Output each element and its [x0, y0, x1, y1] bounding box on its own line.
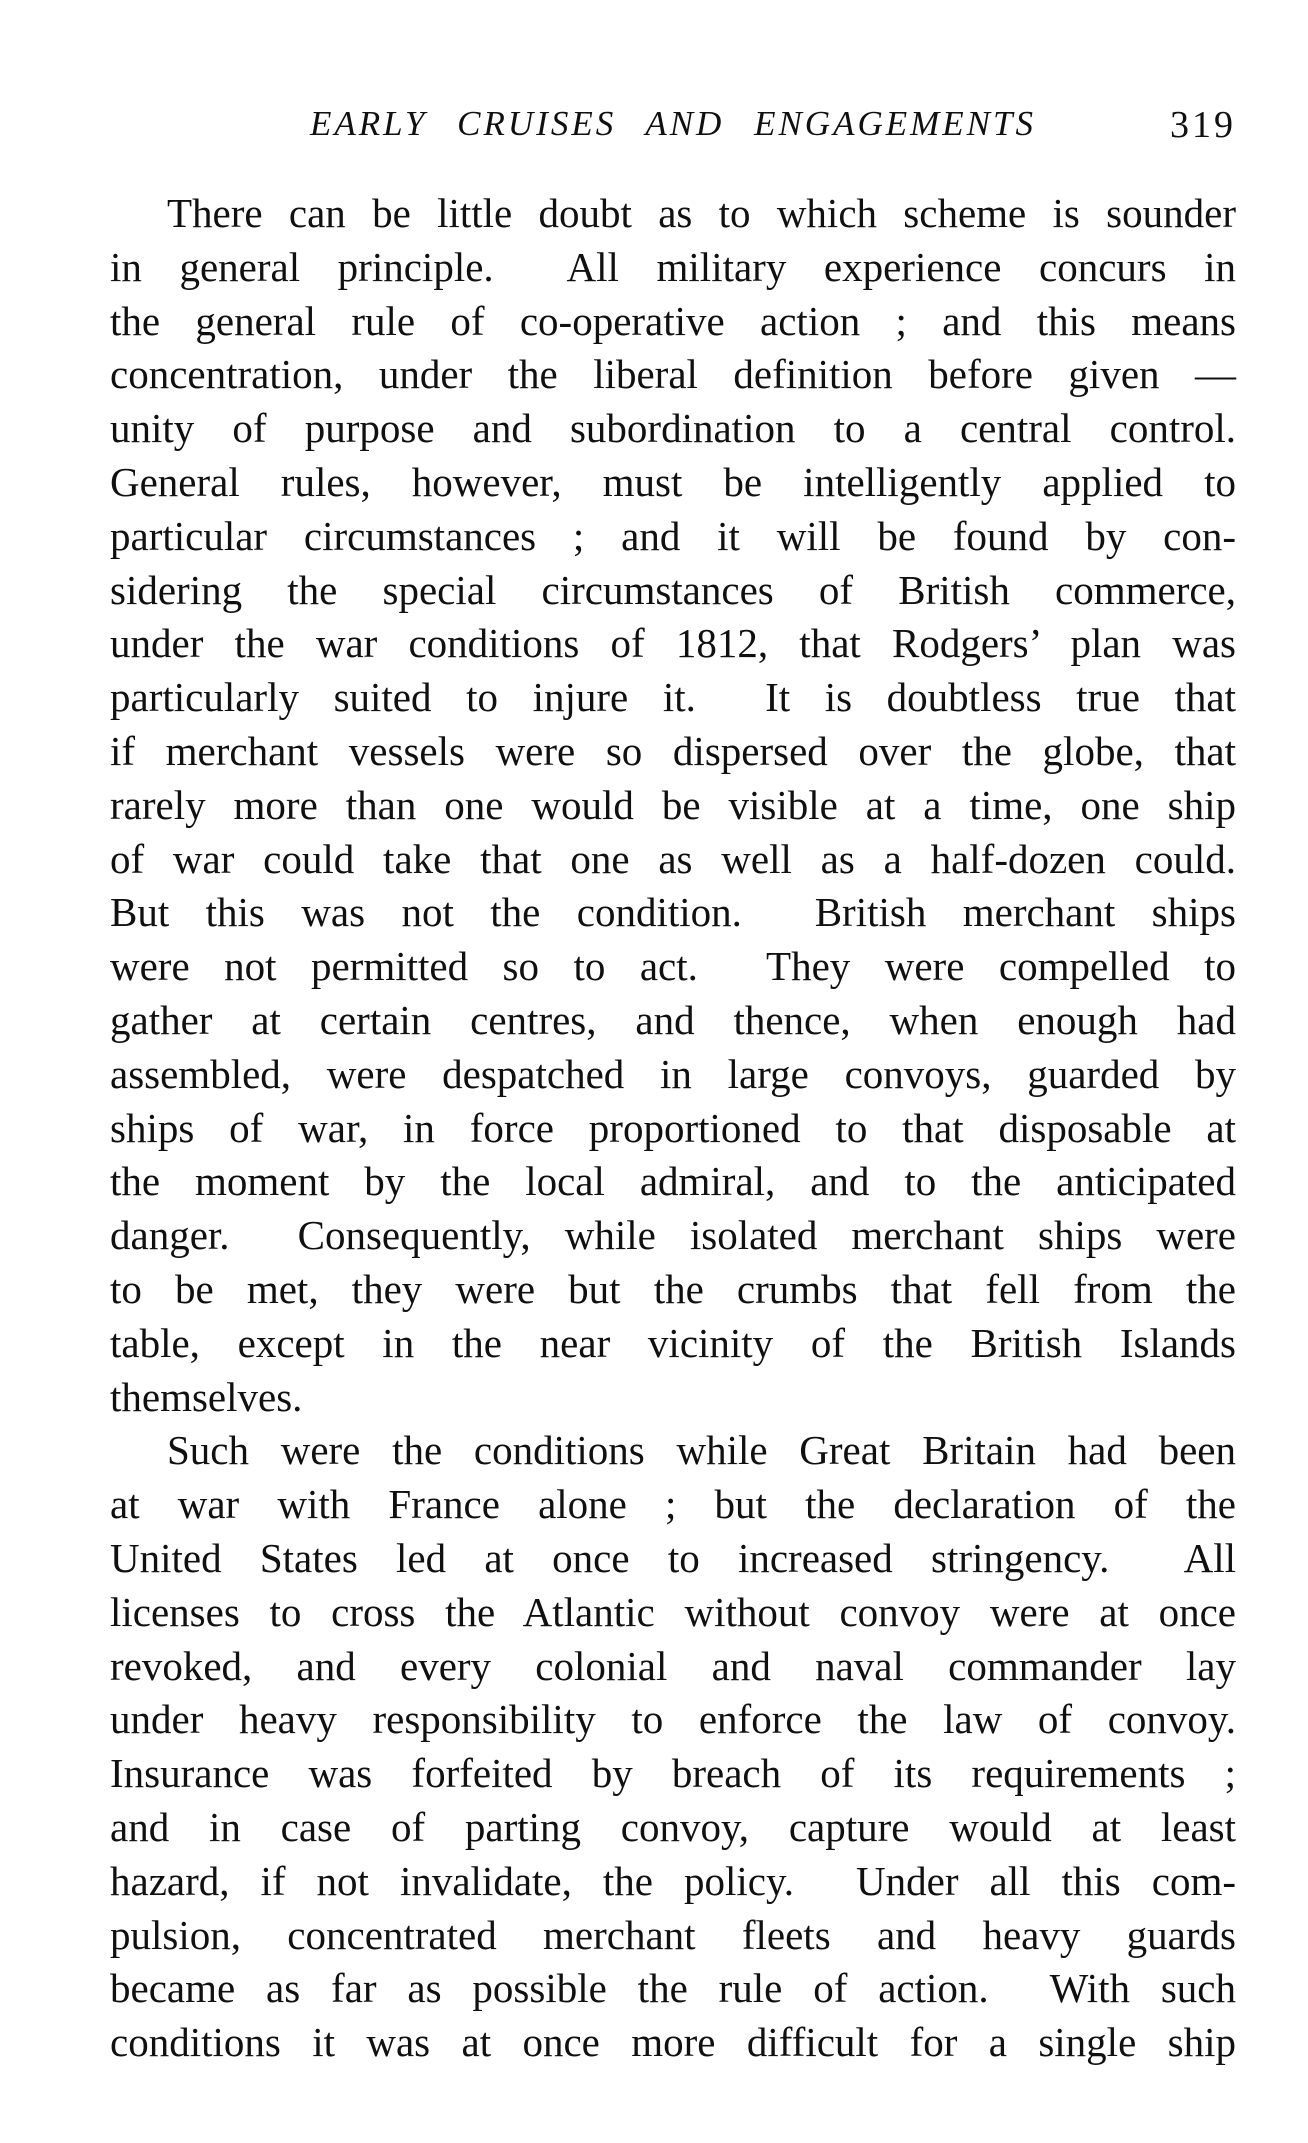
- text-line: sidering the special circumstances of British commerce,: [110, 566, 1236, 613]
- text-line: Such were the conditions while Great Britain had been: [167, 1427, 1236, 1474]
- text-line: themselves.: [110, 1373, 303, 1420]
- text-line: the general rule of co-operative action ; and this means: [110, 297, 1236, 344]
- text-line: There can be little doubt as to which scheme is sounder: [167, 190, 1236, 236]
- text-line: under heavy responsibility to enforce the law of convoy.: [110, 1696, 1236, 1743]
- text-line: licenses to cross the Atlantic without convoy were at once: [110, 1588, 1236, 1635]
- text-line: danger. Consequently, while isolated merchant ships were: [110, 1212, 1236, 1259]
- text-line: conditions it was at once more difficult for a single ship: [110, 2019, 1236, 2066]
- text-line: revoked, and every colonial and naval commander lay: [110, 1642, 1236, 1689]
- text-line: unity of purpose and subordination to a central control.: [110, 405, 1236, 452]
- text-line: became as far as possible the rule of action. With such: [110, 1965, 1236, 2012]
- text-line: gather at certain centres, and thence, when enough had: [110, 996, 1236, 1043]
- text-line: General rules, however, must be intelligently applied to: [110, 458, 1236, 505]
- text-line: pulsion, concentrated merchant fleets and heavy guards: [110, 1911, 1236, 1958]
- text-line: and in case of parting convoy, capture would at least: [110, 1803, 1236, 1850]
- text-line: United States led at once to increased stringency. All: [110, 1534, 1236, 1581]
- text-line: particular circumstances ; and it will be found by con-: [110, 512, 1236, 559]
- text-line: table, except in the near vicinity of the British Islands: [110, 1319, 1236, 1366]
- text-line: rarely more than one would be visible at a time, one ship: [110, 781, 1236, 828]
- text-line: in general principle. All military experience concurs in: [110, 243, 1236, 290]
- running-title: EARLY CRUISES AND ENGAGEMENTS: [310, 104, 1036, 143]
- text-line: to be met, they were but the crumbs that fell from the: [110, 1265, 1236, 1312]
- page-number: 319: [1170, 104, 1236, 146]
- text-line: Insurance was forfeited by breach of its requirements ;: [110, 1750, 1236, 1797]
- page-body: [110, 187, 1236, 2070]
- text-line: under the war conditions of 1812, that Rodgers’ plan was: [110, 620, 1236, 667]
- text-line: hazard, if not invalidate, the policy. Under all this com-: [110, 1857, 1236, 1904]
- page-header: [110, 104, 1236, 148]
- text-line: ships of war, in force proportioned to that disposable at: [110, 1104, 1236, 1151]
- text-line: were not permitted so to act. They were compelled to: [110, 943, 1236, 990]
- text-line: the moment by the local admiral, and to the anticipated: [110, 1158, 1236, 1205]
- text-line: assembled, were despatched in large convoys, guarded by: [110, 1050, 1236, 1097]
- text-line: But this was not the condition. British merchant ships: [110, 889, 1236, 936]
- paragraph: [110, 187, 1236, 1424]
- paragraph: [110, 1424, 1236, 2070]
- text-line: of war could take that one as well as a half-dozen could.: [110, 835, 1236, 882]
- text-line: concentration, under the liberal definition before given —: [110, 351, 1236, 398]
- text-line: particularly suited to injure it. It is doubtless true that: [110, 674, 1236, 721]
- text-line: at war with France alone ; but the declaration of the: [110, 1481, 1236, 1528]
- text-line: if merchant vessels were so dispersed over the globe, that: [110, 727, 1236, 774]
